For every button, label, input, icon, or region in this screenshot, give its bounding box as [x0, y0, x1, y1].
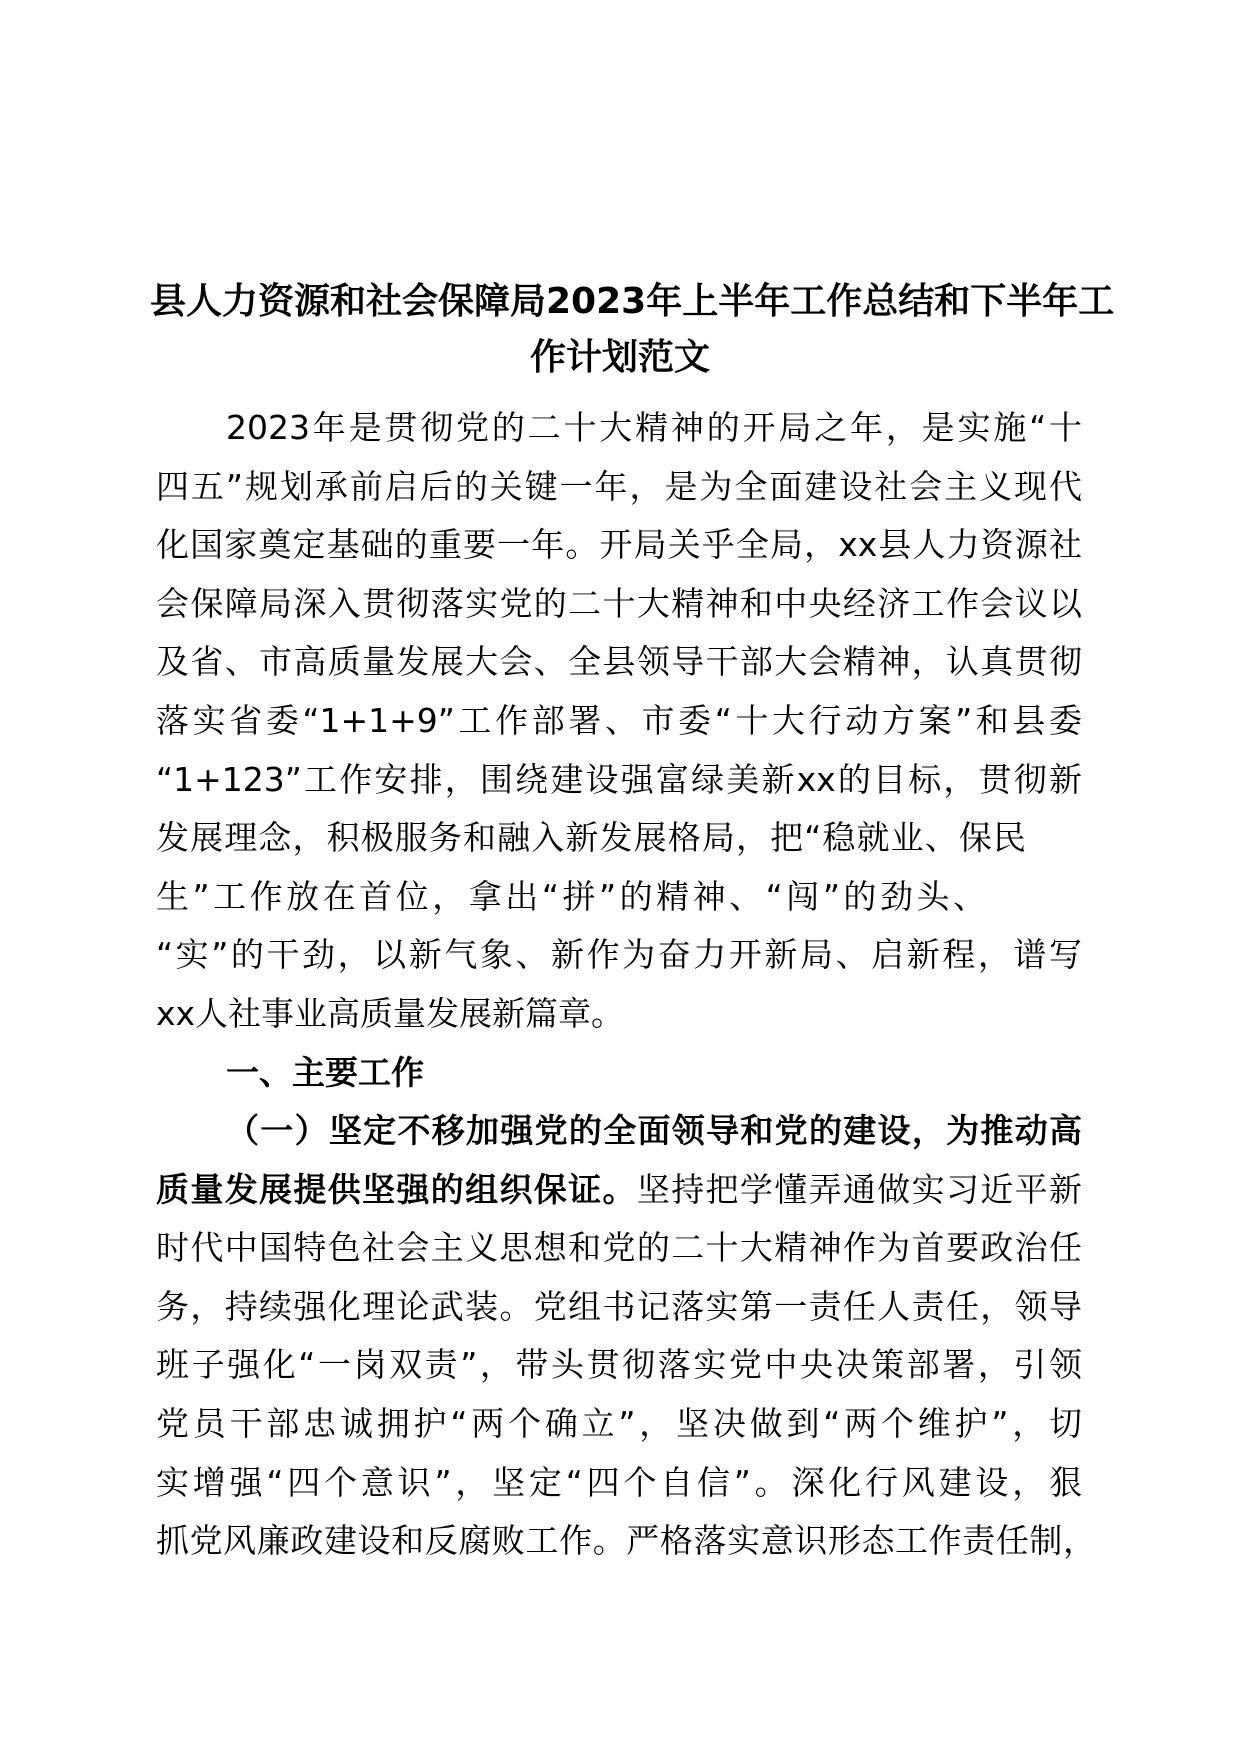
intro-line: 发展理念，积极服务和融入新发展格局，把“稳就业、保民 — [156, 818, 1026, 857]
intro-line: 及省、市高质量发展大会、全县领导干部大会精神，认真贯彻 — [156, 642, 1082, 681]
section-heading: 一、主要工作 — [226, 1053, 424, 1092]
intro-line: 生”工作放在首位，拿出“拼”的精神、“闯”的劲头、 — [156, 877, 986, 916]
document-title-line-1: 县人力资源和社会保障局2023年上半年工作总结和下半年工 — [150, 281, 1115, 322]
subsection-line: 务，持续强化理论武装。党组书记落实第一责任人责任，领导 — [156, 1287, 1082, 1326]
subsection-line — [156, 1161, 1082, 1219]
subsection-line: 时代中国特色社会主义思想和党的二十大精神作为首要政治任 — [156, 1228, 1082, 1267]
intro-line: 落实省委“1+1+9”工作部署、市委“十大行动方案”和县委 — [156, 701, 1082, 740]
intro-line: xx人社事业高质量发展新篇章。 — [156, 994, 625, 1033]
intro-line: 2023年是贯彻党的二十大精神的开局之年，是实施“十 — [226, 408, 1082, 447]
subsection-line: 班子强化“一岗双责”，带头贯彻落实党中央决策部署，引领 — [156, 1345, 1082, 1384]
intro-line: 会保障局深入贯彻落实党的二十大精神和中央经济工作会议以 — [156, 584, 1082, 623]
intro-line: 化国家奠定基础的重要一年。开局关乎全局，xx县人力资源社 — [156, 525, 1082, 564]
subsection-line: 抓党风廉政建设和反腐败工作。严格落实意识形态工作责任制， — [156, 1521, 1096, 1560]
intro-line: “1+123”工作安排，围绕建设强富绿美新xx的目标，贯彻新 — [156, 760, 1082, 799]
document-title-line-2: 作计划范文 — [529, 337, 710, 378]
intro-line: 四五”规划承前启后的关键一年，是为全面建设社会主义现代 — [156, 467, 1082, 506]
subsection-heading-end: 质量发展提供坚强的组织保证。 — [156, 1170, 637, 1209]
intro-line: “实”的干劲，以新气象、新作为奋力开新局、启新程，谱写 — [156, 935, 1082, 974]
subsection-line: 实增强“四个意识”，坚定“四个自信”。深化行风建设，狠 — [156, 1463, 1082, 1502]
subsection-heading: （一）坚定不移加强党的全面领导和党的建设，为推动高 — [226, 1111, 1082, 1150]
subsection-line: 党员干部忠诚拥护“两个确立”，坚决做到“两个维护”，切 — [156, 1404, 1082, 1443]
subsection-text: 坚持把学懂弄通做实习近平新 — [636, 1170, 1083, 1209]
